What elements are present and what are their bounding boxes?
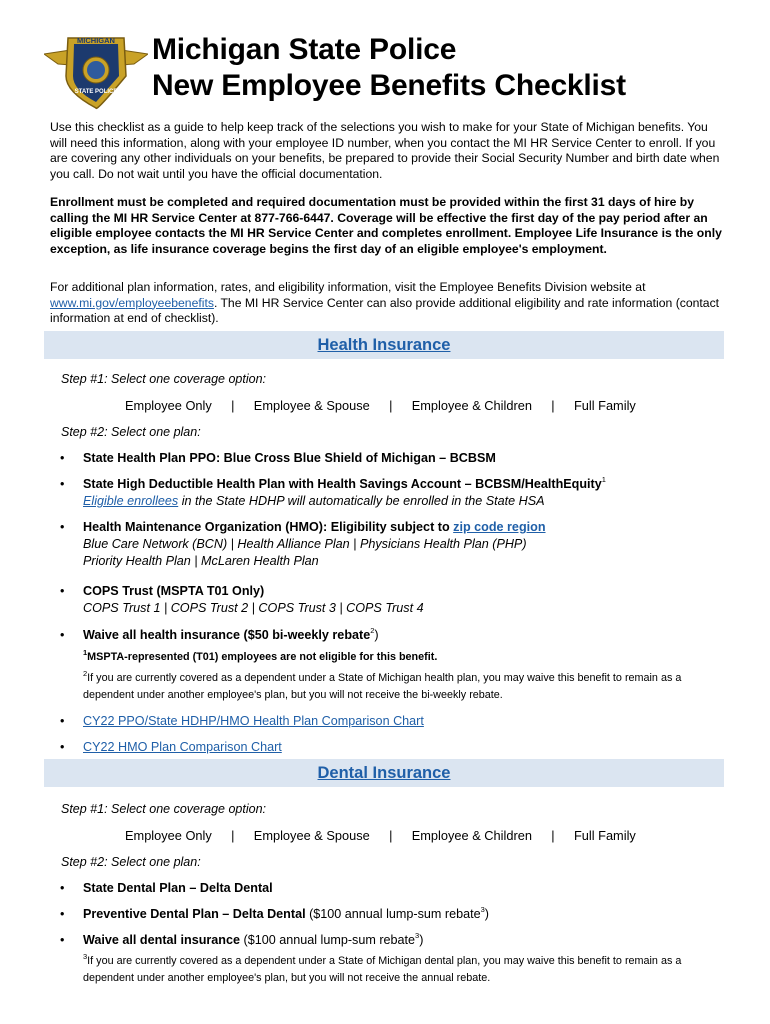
dental-insurance-section-header [44,759,724,787]
health-step-2: Step #2: Select one plan: [61,425,201,439]
waive-health-label: Waive all health insurance ($50 bi-weekly rebate [83,628,371,642]
dental-step-1: Step #1: Select one coverage option: [61,802,267,816]
bullet-icon: • [60,714,65,728]
footnote-marker: 2 [370,626,375,635]
health-coverage-options [125,398,636,413]
delta-dental-label: State Dental Plan – Delta Dental [83,881,273,895]
additional-info-text-end: . The MI HR Service Center can also provide additional eligibility and rate information (contact information at end of checklist). [50,295,720,325]
dental-option-employee-spouse[interactable]: Employee & Spouse [253,828,370,843]
footnote-marker: 3 [83,952,88,961]
dental-option-employee-only[interactable]: Employee Only [125,828,212,843]
bullet-icon: • [60,584,65,598]
waive-dental-close: ) [419,933,424,947]
health-option-employee-spouse[interactable]: Employee & Spouse [253,398,370,413]
hdhp-label: State High Deductible Health Plan with Health Savings Account – BCBSM/HealthEquity [83,477,602,491]
preventive-dental-label: Preventive Dental Plan – Delta Dental [83,907,306,921]
health-insurance-heading[interactable]: Health Insurance [317,336,451,354]
bullet-icon: • [60,740,65,754]
additional-info-text: For additional plan information, rates, and eligibility information, visit the Employee Benefits Division website at [50,280,646,294]
badge-text-top: MICHIGAN [77,36,115,45]
option-separator: | [551,828,555,843]
title-line-1: Michigan State Police [152,33,457,66]
footnote-2 [83,670,723,704]
waive-dental-rebate: ($100 annual lump-sum rebate [240,933,416,947]
dental-coverage-options [125,828,636,843]
page-title [152,32,626,104]
dental-insurance-heading[interactable]: Dental Insurance [317,764,451,782]
footnote-3 [83,953,723,987]
waive-health-close: ) [374,628,379,642]
footnote-1-text: MSPTA-represented (T01) employees are not eligible for this benefit. [87,651,438,663]
footnote-marker: 2 [83,669,88,678]
hdhp-hsa-note: in the State HDHP will automatically be enrolled in the State HSA [178,494,545,508]
hmo-label: Health Maintenance Organization (HMO): Eligibility subject to [83,520,454,534]
dental-option-full-family[interactable]: Full Family [573,828,636,843]
cops-trust-options: COPS Trust 1 | COPS Trust 2 | COPS Trust 3 | COPS Trust 4 [83,601,424,615]
hmo-plans-line-2: Priority Health Plan | McLaren Health Plan [83,554,319,568]
waive-dental-label: Waive all dental insurance [83,933,241,947]
health-plan-comparison-chart-link[interactable]: CY22 PPO/State HDHP/HMO Health Plan Comparison Chart [83,714,424,728]
intro-paragraph: Use this checklist as a guide to help keep track of the selections you wish to make for your State of Michigan benefits. You will need this information, along with your employee ID number, when you contact the MI HR Service Center to enroll. If you are covering any other individuals on your benefits, be prepared to provide their Social Security Number and birth date when you call. Do not wait until you have the official documentation. [50,120,720,181]
health-option-employee-children[interactable]: Employee & Children [411,398,532,413]
health-option-full-family[interactable]: Full Family [573,398,636,413]
ppo-label: State Health Plan PPO: Blue Cross Blue Shield of Michigan – BCBSM [83,451,496,465]
footnote-marker: 1 [601,475,606,484]
zip-code-region-link[interactable]: zip code region [453,520,546,534]
footnote-marker: 1 [83,648,88,657]
employee-benefits-link[interactable]: www.mi.gov/employeebenefits [50,295,214,310]
health-insurance-section-header [44,331,724,359]
option-separator: | [551,398,555,413]
cops-trust-label: COPS Trust (MSPTA T01 Only) [83,584,265,598]
hmo-plans-line-1: Blue Care Network (BCN) | Health Alliance Plan | Physicians Health Plan (PHP) [83,537,527,551]
footnote-1 [83,649,723,666]
eligible-enrollees-link[interactable]: Eligible enrollees [83,494,179,508]
option-separator: | [389,398,393,413]
option-separator: | [231,828,235,843]
footnote-marker: 3 [480,905,485,914]
title-line-2: New Employee Benefits Checklist [152,69,626,102]
document-header [44,32,734,112]
health-option-employee-only[interactable]: Employee Only [125,398,212,413]
bullet-icon: • [60,477,65,491]
option-separator: | [389,828,393,843]
badge-text-bottom: STATE POLICE [74,89,118,95]
footnote-marker: 3 [415,931,420,940]
dental-step-2: Step #2: Select one plan: [61,855,201,869]
bullet-icon: • [60,881,65,895]
dental-option-employee-children[interactable]: Employee & Children [411,828,532,843]
footnote-2-text: If you are currently covered as a dependent under a State of Michigan health plan, you may waive this benefit to remain as a dependent under another employee's plan, but you will not receive the bi-weekly rebate. [83,672,682,701]
state-police-badge-logo [44,32,148,110]
bullet-icon: • [60,451,65,465]
health-step-1: Step #1: Select one coverage option: [61,372,267,386]
hmo-plan-comparison-chart-link[interactable]: CY22 HMO Plan Comparison Chart [83,740,282,754]
bullet-icon: • [60,907,65,921]
preventive-rebate: ($100 annual lump-sum rebate [305,907,481,921]
footnote-3-text: If you are currently covered as a dependent under a State of Michigan dental plan, you may waive this benefit to remain as a dependent under another employee's plan, but you will not receive the annual rebate. [83,955,682,984]
bullet-icon: • [60,933,65,947]
preventive-rebate-close: ) [484,907,489,921]
option-separator: | [231,398,235,413]
bullet-icon: • [60,520,65,534]
additional-info-paragraph [50,280,725,327]
enrollment-deadline-paragraph: Enrollment must be completed and required documentation must be provided within the first 31 days of hire by calling the MI HR Service Center at 877-766-6447. Coverage will be effective the first day of the pay period after an eligible employee contacts the MI HR Service Center and completes enrollment. Employee Life Insurance is the only exception, as life insurance coverage begins the first day of an eligible employee's employment. [50,195,722,256]
bullet-icon: • [60,628,65,642]
